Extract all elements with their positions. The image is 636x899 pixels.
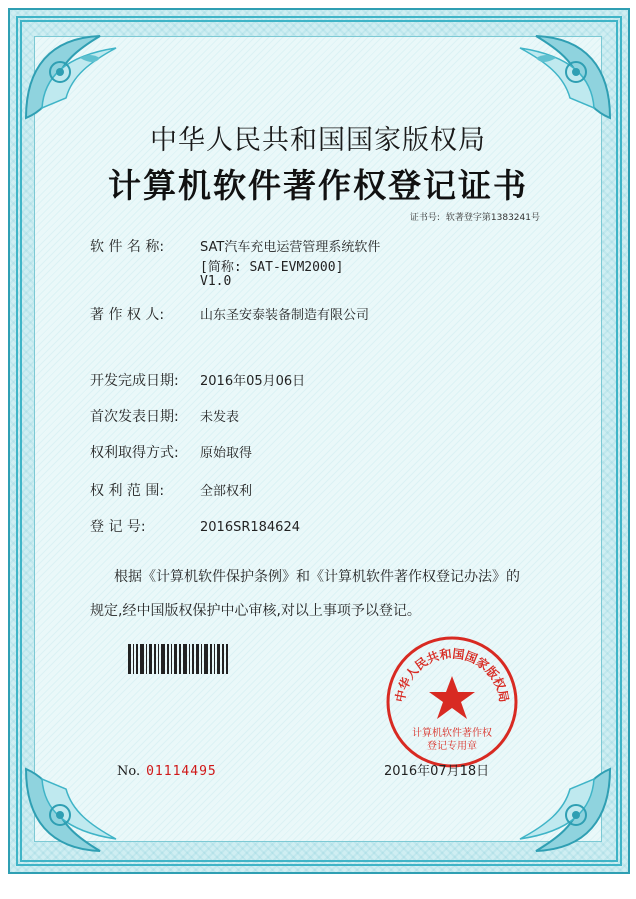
declaration-line-1: 根据《计算机软件保护条例》和《计算机软件著作权登记办法》的 bbox=[114, 569, 520, 585]
serial-number-label: No. bbox=[117, 764, 141, 779]
field-registration-number bbox=[90, 516, 300, 536]
field-first-publication bbox=[90, 406, 239, 426]
registration-number-label: 登 记 号: bbox=[90, 519, 146, 535]
completion-date-value: 2016年05月06日 bbox=[200, 374, 306, 389]
field-rights-scope bbox=[90, 480, 252, 500]
acquisition-method-value: 原始取得 bbox=[200, 446, 253, 461]
copyright-owner-value: 山东圣安泰装备制造有限公司 bbox=[200, 308, 370, 323]
acquisition-method-label: 权利取得方式: bbox=[90, 445, 179, 461]
seal-inner-line-1: 计算机软件著作权 bbox=[412, 728, 492, 739]
declaration bbox=[90, 560, 570, 628]
rights-scope-label: 权 利 范 围: bbox=[90, 483, 165, 499]
issue-date: 2016年07月18日 bbox=[384, 764, 490, 779]
barcode-icon bbox=[128, 644, 228, 674]
certificate-number-label: 证书号: bbox=[409, 213, 440, 223]
field-acquisition-method bbox=[90, 442, 252, 462]
field-software-name bbox=[90, 236, 380, 256]
official-seal-icon bbox=[384, 634, 520, 770]
certificate-number-value: 软著登字第1383241号 bbox=[445, 213, 540, 223]
seal-inner-line-2: 登记专用章 bbox=[427, 741, 477, 752]
corner-ornament-icon bbox=[496, 763, 616, 859]
software-name-label: 软 件 名 称: bbox=[90, 239, 165, 255]
rights-scope-value: 全部权利 bbox=[200, 484, 253, 499]
declaration-line-2: 规定,经中国版权保护中心审核,对以上事项予以登记。 bbox=[90, 603, 421, 619]
registration-number-value: 2016SR184624 bbox=[200, 520, 300, 535]
first-publication-label: 首次发表日期: bbox=[90, 409, 179, 425]
software-short-name: [简称: SAT-EVM2000] bbox=[200, 260, 344, 275]
serial-number-value: 01114495 bbox=[146, 764, 217, 779]
serial-number bbox=[117, 764, 217, 779]
certificate-title: 计算机软件著作权登记证书 bbox=[108, 166, 528, 205]
first-publication-value: 未发表 bbox=[200, 410, 240, 425]
corner-ornament-icon bbox=[20, 28, 140, 124]
software-name-value: SAT汽车充电运营管理系统软件 bbox=[200, 240, 381, 255]
certificate-number bbox=[410, 210, 540, 223]
completion-date-label: 开发完成日期: bbox=[90, 373, 179, 389]
seal-ring-text: 中华人民共和国国家版权局 bbox=[392, 646, 512, 704]
copyright-owner-label: 著 作 权 人: bbox=[90, 307, 165, 323]
field-completion-date bbox=[90, 370, 305, 390]
software-version: V1.0 bbox=[200, 274, 232, 289]
issuer-heading: 中华人民共和国国家版权局 bbox=[150, 125, 486, 156]
field-copyright-owner bbox=[90, 304, 369, 324]
corner-ornament-icon bbox=[496, 28, 616, 124]
